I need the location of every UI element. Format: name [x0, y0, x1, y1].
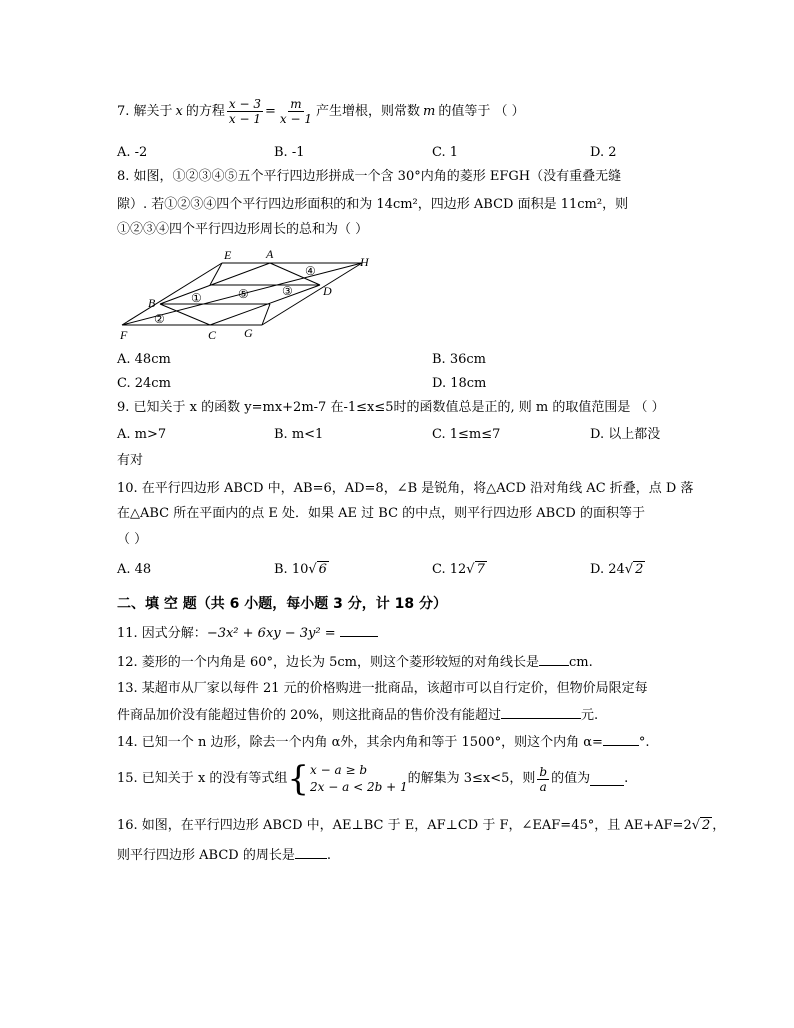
- q8-label-h: H: [360, 255, 369, 269]
- q7-var-m: m: [423, 103, 436, 119]
- q8-option-b[interactable]: B. 36cm: [432, 352, 486, 367]
- q8-option-a[interactable]: A. 48cm: [117, 352, 171, 367]
- q8-segment-cd: [210, 285, 320, 325]
- q8-inner-line-4: [262, 304, 270, 325]
- q10-line-1: 10. 在平行四边形 ABCD 中，AB=6，AD=8，∠B 是锐角，将△ACD 沿对角线 AC 折叠，点 D 落: [117, 481, 694, 496]
- q7-option-a[interactable]: A. -2: [117, 145, 148, 160]
- q8-label-g: G: [244, 326, 253, 340]
- q8-line-3: ①②③④四个平行四边形周长的总和为（ ）: [117, 222, 369, 237]
- q8-label-c: C: [208, 328, 217, 342]
- q15-inequality-system: { x − a ≥ b 2x − a < 2b + 1: [287, 759, 408, 799]
- q14-answer-blank[interactable]: [603, 733, 639, 746]
- q7-option-c[interactable]: C. 1: [432, 145, 459, 160]
- q8-line-1: 8. 如图，①②③④⑤五个平行四边形拼成一个含 30°内角的菱形 EFGH（没有重叠无缝: [117, 169, 622, 184]
- q15-fraction: $\frac{b}{a}$: [539, 764, 548, 794]
- q7-option-d[interactable]: D. 2: [590, 145, 617, 160]
- q7-fraction-1: $\frac{x - 3}{x - 1}$: [228, 97, 261, 126]
- q11-answer-blank[interactable]: [340, 624, 378, 637]
- q15-line: 15. 已知关于 x 的没有等式组 { x − a ≥ b 2x − a < 2b + 1 的解集为 3≤x<5，则 $\frac{b}{a}$ 的值为 .: [117, 759, 629, 799]
- q7-suffix: 产生增根，则常数: [316, 103, 421, 119]
- q7-mid: 的方程: [185, 103, 225, 119]
- q7-suffix2: 的值等于 （ ）: [438, 103, 525, 119]
- q10-option-d[interactable]: D. 24√ 2: [590, 562, 644, 577]
- q10-option-a[interactable]: A. 48: [117, 562, 152, 577]
- q8-label-d: D: [323, 284, 332, 298]
- q13-line-2: 件商品加价没有能超过售价的 20%，则这批商品的售价没有能超过 元.: [117, 708, 599, 723]
- sqrt-symbol: √ 6: [308, 562, 327, 577]
- q8-label-b: B: [148, 296, 156, 310]
- q16-answer-blank[interactable]: [295, 846, 327, 859]
- section-2-heading: 二、填 空 题（共 6 小题，每小题 3 分，计 18 分）: [117, 596, 447, 612]
- q8-segment-bc: [160, 304, 210, 325]
- left-brace-icon: {: [287, 759, 310, 799]
- q7-option-b[interactable]: B. -1: [274, 145, 305, 160]
- q16-line-1: 16. 如图，在平行四边形 ABCD 中，AE⊥BC 于 E，AF⊥CD 于 F，∠EAF=45°，且 AE+AF=2√ 2 ，: [117, 818, 726, 833]
- q11-line: 11. 因式分解：−3x² + 6xy − 3y² =: [117, 624, 378, 642]
- q7-fraction-2: $\frac{m}{x - 1}$: [279, 97, 312, 126]
- q8-label-a: A: [266, 247, 274, 261]
- q12-line: 12. 菱形的一个内角是 60°，边长为 5cm，则这个菱形较短的对角线长是 cm.: [117, 655, 593, 670]
- q10-option-b[interactable]: B. 10√ 6: [274, 562, 327, 577]
- q14-line: 14. 已知一个 n 边形，除去一个内角 α外，其余内角和等于 1500°，则这个内角 α= °.: [117, 735, 650, 750]
- q13-answer-blank[interactable]: [501, 706, 581, 719]
- q8-region-3: ③: [282, 284, 293, 298]
- sqrt-symbol: √ 2: [691, 818, 711, 833]
- q9-option-d[interactable]: D. 以上都没: [590, 427, 661, 442]
- q8-option-d[interactable]: D. 18cm: [432, 376, 487, 391]
- q8-option-c[interactable]: C. 24cm: [117, 376, 171, 391]
- sqrt-symbol: √ 7: [466, 562, 485, 577]
- q8-region-4: ④: [305, 264, 316, 278]
- q8-region-1: ①: [191, 291, 202, 305]
- q8-label-e: E: [224, 248, 232, 262]
- q8-segment-ab: [160, 263, 270, 304]
- q9-line-1: 9. 已知关于 x 的函数 y=mx+2m-7 在-1≤x≤5时的函数值总是正的, 则 m 的取值范围是 （ ）: [117, 400, 665, 415]
- q10-option-c[interactable]: C. 12√ 7: [432, 562, 485, 577]
- q11-expression: −3x² + 6xy − 3y²: [206, 626, 321, 641]
- q16-line-2: 则平行四边形 ABCD 的周长是 .: [117, 848, 331, 863]
- q9-option-d-continued: 有对: [117, 453, 144, 468]
- q7-line: [117, 97, 525, 126]
- q9-option-c[interactable]: C. 1≤m≤7: [432, 427, 501, 442]
- q15-answer-blank[interactable]: [590, 773, 624, 786]
- q10-line-3: （ ）: [117, 532, 148, 547]
- q8-region-2: ②: [154, 312, 165, 326]
- q8-line-2: 隙）. 若①②③④四个平行四边形面积的和为 14cm²，四边形 ABCD 面积是 11cm²，则: [117, 197, 629, 212]
- q8-figure: [112, 246, 382, 346]
- q13-line-1: 13. 某超市从厂家以每件 21 元的价格购进一批商品，该超市可以自行定价，但物价局限定每: [117, 681, 648, 696]
- q10-line-2: 在△ABC 所在平面内的点 E 处．如果 AE 过 BC 的中点，则平行四边形 ABCD 的面积等于: [117, 506, 645, 521]
- sqrt-symbol: √ 2: [624, 562, 644, 577]
- q7-var-x: x: [175, 103, 183, 119]
- q12-answer-blank[interactable]: [539, 653, 569, 666]
- q8-label-f: F: [120, 328, 128, 342]
- q7-equals: =: [265, 103, 276, 119]
- q9-option-a[interactable]: A. m>7: [117, 427, 167, 442]
- q7-prefix: 7. 解关于: [117, 103, 173, 119]
- q8-segment-ef: [122, 263, 222, 325]
- q8-region-5: ⑤: [238, 287, 249, 301]
- q9-option-b[interactable]: B. m<1: [274, 427, 324, 442]
